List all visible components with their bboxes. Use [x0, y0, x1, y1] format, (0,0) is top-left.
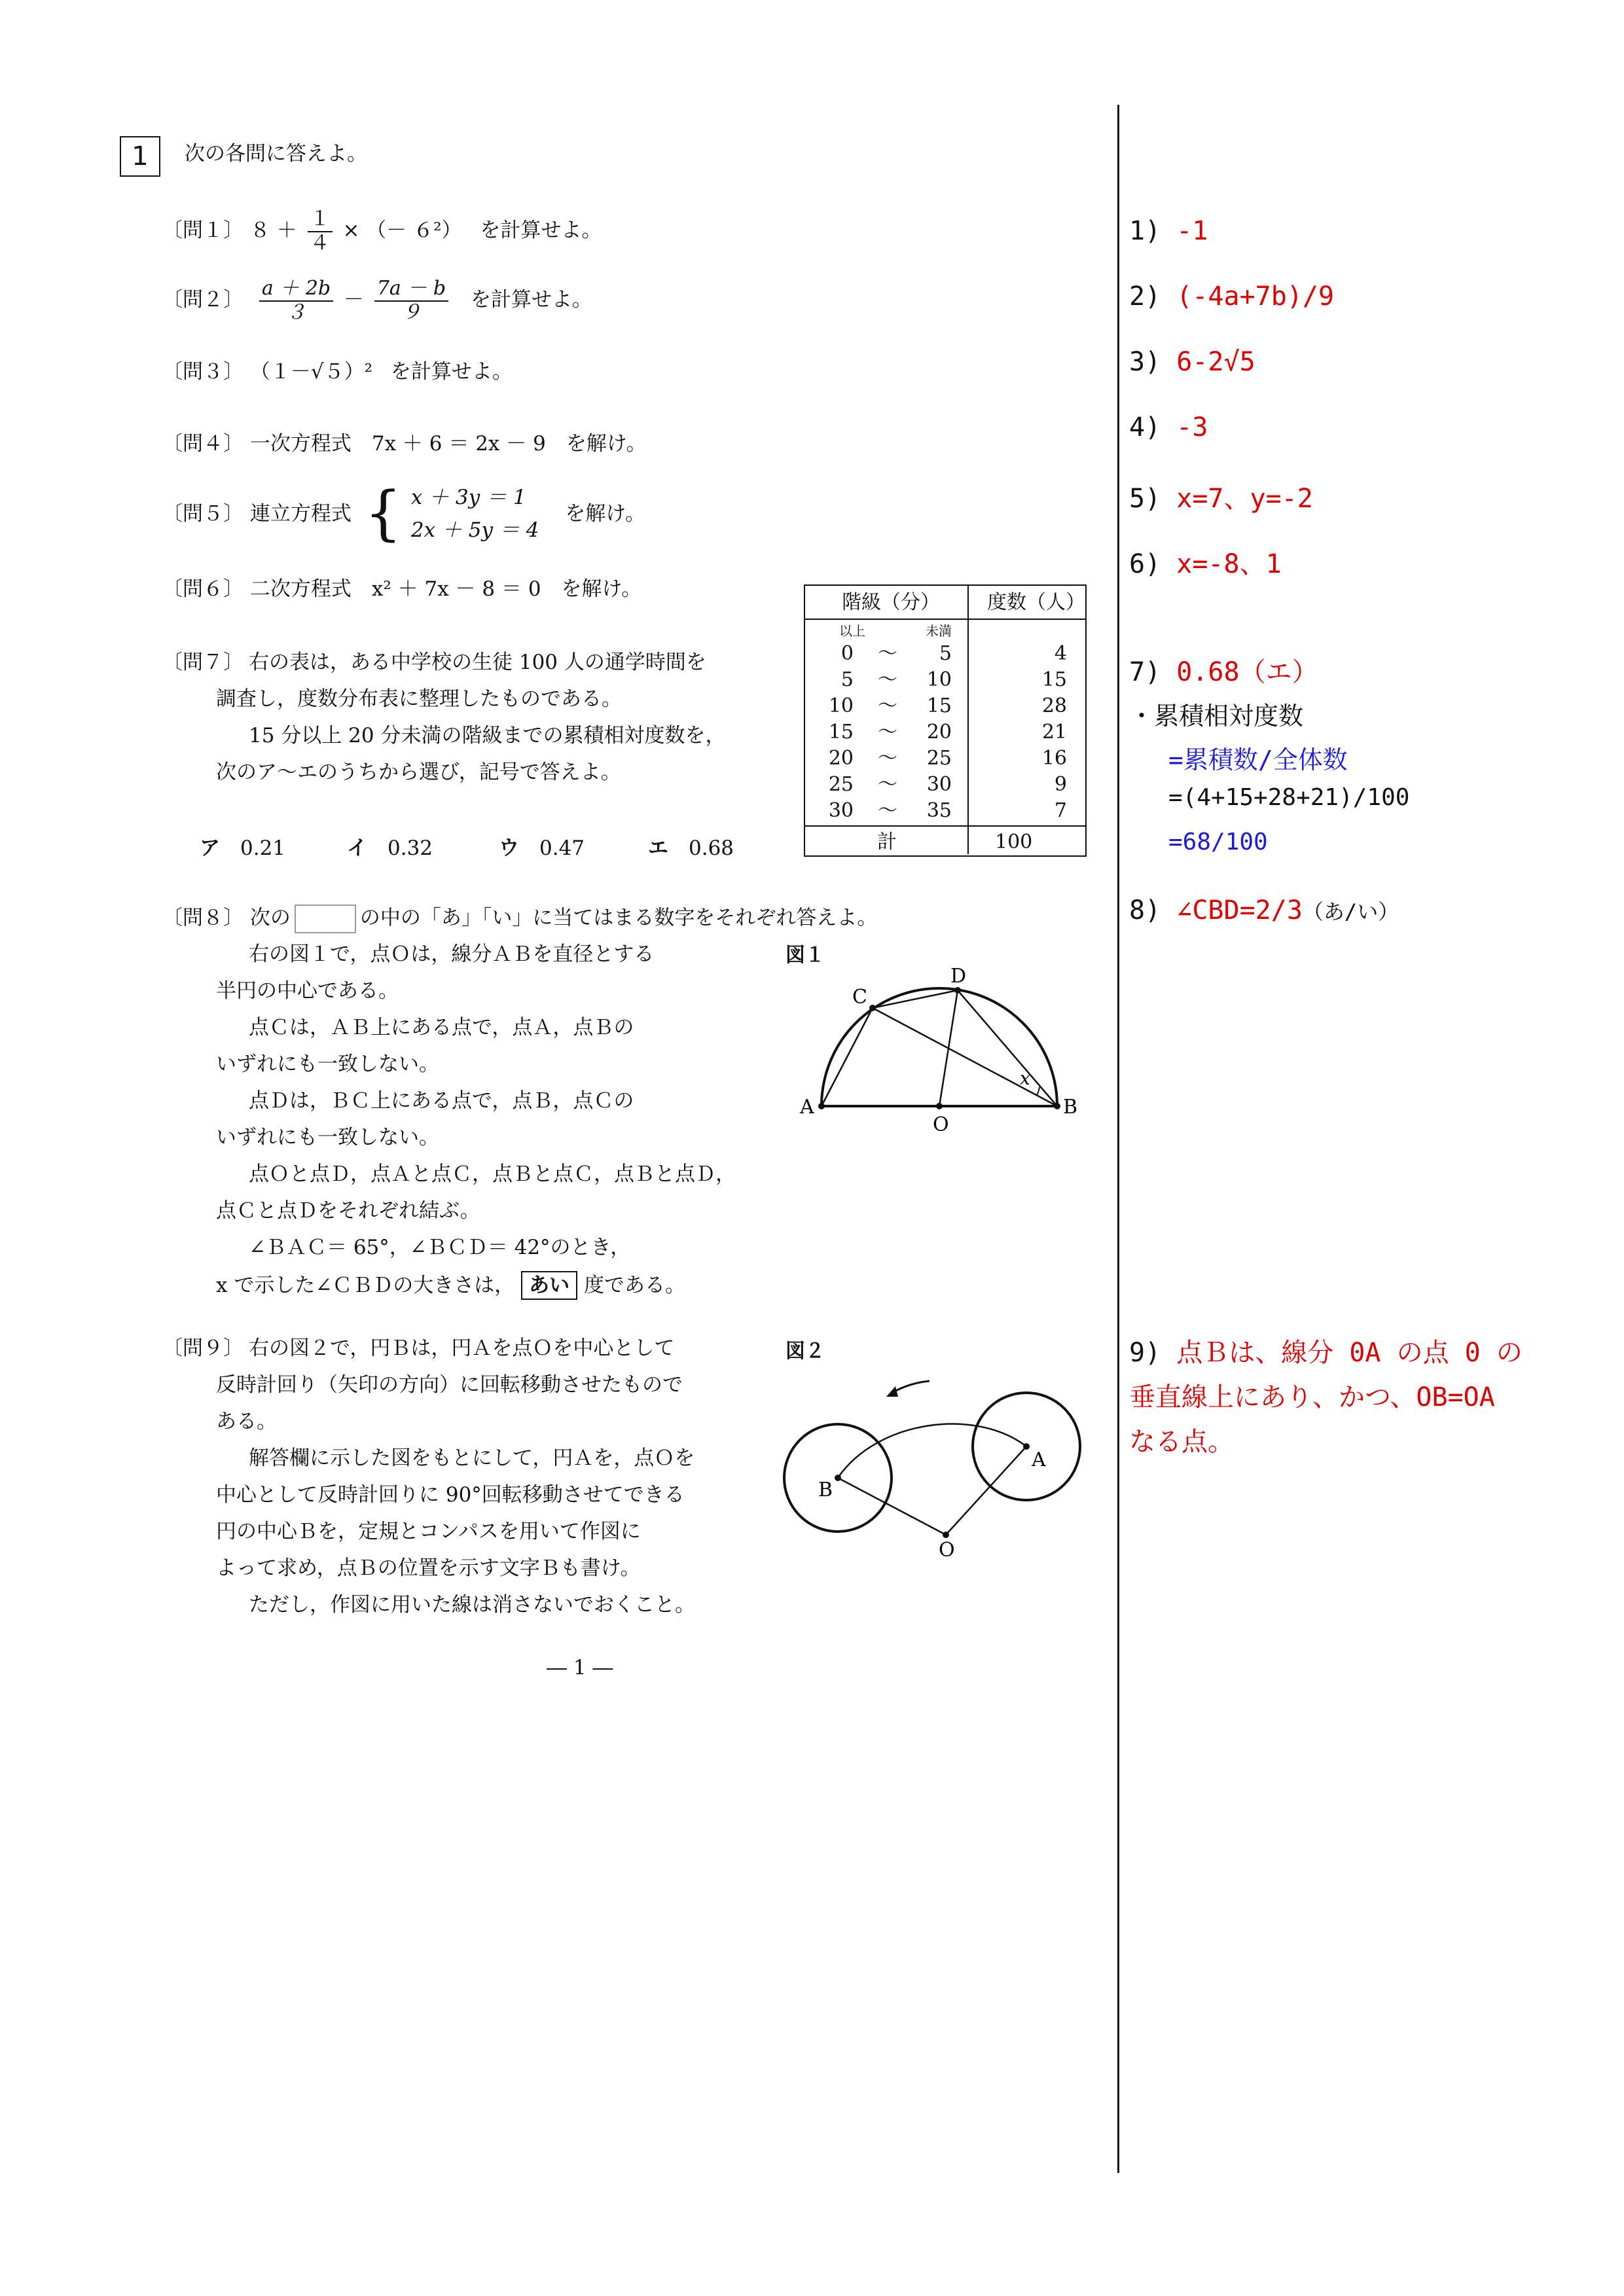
table-cell-from: 30: [828, 799, 854, 822]
table-row: [805, 772, 1085, 798]
table-cell-frequency: 9: [1054, 773, 1067, 796]
answer-8-suffix: （あ/い）: [1302, 899, 1399, 924]
question-4: [162, 431, 647, 457]
q2-numerator-2: 7a － b: [374, 278, 448, 302]
question-number-box: 1: [120, 136, 160, 177]
table-cell-frequency: 28: [1041, 694, 1067, 717]
answer-9-line-1: 点Ｂは、線分 0A の点 0 の: [1176, 1338, 1523, 1368]
q9-line-4: 解答欄に示した図をもとにして，円Ａを，点Ｏを: [249, 1446, 695, 1470]
column-divider: [1117, 105, 1119, 2173]
answer-5: [1129, 478, 1313, 515]
q6-label: 〔問６〕: [162, 577, 244, 601]
question-9-label: 〔問９〕: [162, 1336, 244, 1360]
q2-fraction-1: [259, 278, 333, 324]
answer-6-value: x=-8、1: [1176, 549, 1282, 579]
label-x: x: [1020, 1067, 1030, 1089]
table-cell-frequency: 15: [1041, 668, 1067, 691]
q7-option-e: [648, 831, 734, 861]
frequency-table: [804, 584, 1087, 857]
question-5: [162, 481, 645, 547]
answer-9-line-3: なる点。: [1129, 1427, 1234, 1457]
table-cell-tilde: ～: [878, 668, 897, 691]
table-cell-to: 30: [926, 773, 952, 796]
segment-OD: [939, 990, 958, 1106]
segment-OA: [946, 1446, 1026, 1535]
answer-7-formula-1: =累積数/全体数: [1168, 745, 1348, 774]
answer-2-value: (-4a+7b)/9: [1176, 281, 1335, 312]
table-cell-from: 15: [828, 721, 854, 744]
answer-1-number: 1): [1129, 216, 1161, 246]
table-cell-frequency: 7: [1054, 799, 1067, 822]
table-sub-from: 以上: [839, 623, 865, 639]
q7-option-i: [347, 831, 433, 861]
answer-7-number: 7): [1129, 657, 1161, 687]
point-D: [954, 987, 961, 994]
arrow-line: [892, 1381, 929, 1393]
q8-first-b: の中の「あ」「い」に当てはまる数字をそれぞれ答えよ。: [359, 906, 878, 930]
label-B: B: [1063, 1096, 1078, 1119]
q9-line-3: ある。: [216, 1410, 277, 1433]
answer-8-number: 8): [1129, 895, 1161, 925]
table-total-value: 100: [995, 831, 1033, 853]
table-row: [805, 667, 1085, 693]
q7-option-e-value: 0.68: [689, 836, 734, 860]
q9-line-8: ただし，作図に用いた線は消さないでおくこと。: [249, 1593, 695, 1617]
q9-line-1: 右の図２で，円Ｂは，円Ａを点Ｏを中心として: [249, 1336, 675, 1360]
answer-7-formula-2: =(4+15+28+21)/100: [1168, 784, 1410, 811]
table-row: [805, 719, 1085, 745]
q5-pre: 連立方程式: [249, 501, 352, 526]
q1-post: × （－ ６²）: [342, 219, 462, 242]
answer-8-value: ∠CBD=2/3: [1176, 895, 1303, 925]
q9-line-2: 反時計回り（矢印の方向）に回転移動させたもので: [216, 1373, 683, 1397]
table-cell-tilde: ～: [878, 642, 897, 665]
question-3: [162, 359, 513, 385]
q3-tail: を計算せよ。: [390, 360, 513, 384]
point-O: [936, 1103, 943, 1109]
answer-4-value: -3: [1176, 412, 1208, 442]
label-A-fig2: A: [1032, 1448, 1046, 1471]
table-cell-from: 25: [828, 773, 854, 796]
arrow-head-icon: [886, 1386, 898, 1397]
q8-last-post: 度である。: [584, 1274, 686, 1297]
answer-4-number: 4): [1129, 412, 1161, 442]
table-cell-tilde: ～: [878, 773, 897, 796]
point-B: [1054, 1103, 1060, 1109]
q7-option-a-value: 0.21: [240, 836, 286, 860]
angle-x-arc: [1037, 1087, 1039, 1095]
table-row: [805, 745, 1085, 772]
table-cell-tilde: ～: [878, 799, 897, 822]
q7-option-e-key: エ: [648, 836, 668, 860]
figure-2-caption: 図２: [785, 1340, 825, 1363]
table-cell-frequency: 16: [1041, 747, 1067, 770]
label-C: C: [852, 986, 867, 1009]
q5-equation-2: 2x ＋ 5y ＝ 4: [410, 518, 539, 542]
figure-1-semicircle: [792, 959, 1100, 1142]
table-cell-from: 5: [840, 668, 854, 691]
table-sub-to: 未満: [926, 623, 952, 639]
q4-text: 一次方程式 7x ＋ 6 ＝ 2x － 9 を解け。: [249, 432, 647, 456]
q1-fraction: [308, 208, 333, 255]
table-cell-to: 5: [939, 642, 952, 665]
q3-expr: （１－√５）²: [249, 360, 373, 384]
table-total-label: 計: [877, 831, 897, 853]
point-B-fig2: [835, 1475, 841, 1481]
instruction-text: 次の各問に答えよ。: [185, 142, 367, 166]
q7-option-u: [499, 831, 585, 861]
q4-label: 〔問４〕: [162, 432, 244, 456]
q1-pre: ８ ＋: [249, 219, 297, 242]
table-cell-to: 35: [926, 799, 952, 822]
q7-option-a: [200, 831, 285, 861]
q2-fraction-2: [374, 278, 448, 324]
q7-line-3: 15 分以上 20 分未満の階級までの累積相対度数を，: [249, 724, 726, 747]
q8-line-5: 点Ｄは，ＢＣ上にある点で，点Ｂ，点Ｃの: [249, 1089, 634, 1113]
figure-1-caption: 図１: [785, 944, 825, 967]
table-header-divider: [805, 619, 1085, 620]
page-number: ― 1 ―: [547, 1656, 613, 1679]
label-O-fig2: O: [939, 1539, 955, 1558]
q2-denominator-1: ３: [286, 300, 306, 324]
point-A: [818, 1103, 825, 1109]
q5-label: 〔問５〕: [162, 501, 244, 526]
segment-AC: [821, 1008, 873, 1106]
table-cell-to: 10: [926, 668, 952, 691]
q7-option-u-value: 0.47: [539, 836, 585, 860]
q8-line-2: 半円の中心である。: [216, 979, 399, 1003]
label-A: A: [800, 1096, 814, 1119]
q3-label: 〔問３〕: [162, 360, 244, 384]
q8-line-10: [216, 1271, 685, 1300]
q1-numerator: １: [308, 208, 333, 232]
table-cell-from: 20: [828, 747, 854, 770]
q8-blank-box: [295, 905, 356, 933]
table-cell-tilde: ～: [878, 721, 897, 744]
question-2: [162, 278, 592, 324]
point-C: [869, 1005, 876, 1011]
answer-9-line-2: 垂直線上にあり、かつ、OB=OA: [1129, 1382, 1495, 1412]
table-cell-tilde: ～: [878, 747, 897, 770]
segment-BC: [873, 1008, 1057, 1106]
q5-system: [411, 481, 539, 547]
answer-7: [1129, 651, 1318, 689]
q5-brace: {: [364, 479, 402, 548]
q7-option-i-value: 0.32: [388, 836, 433, 860]
q8-line-7: 点Ｏと点Ｄ，点Ａと点Ｃ，点Ｂと点Ｃ，点Ｂと点Ｄ，: [249, 1162, 736, 1186]
q9-line-7: よって求め，点Ｂの位置を示す文字Ｂも書け。: [216, 1556, 641, 1580]
answer-8: [1129, 895, 1399, 925]
q6-text: 二次方程式 x² ＋ 7x － 8 ＝ 0 を解け。: [249, 577, 642, 601]
q7-option-i-key: イ: [347, 836, 367, 860]
table-cell-to: 20: [926, 721, 952, 744]
q7-option-u-key: ウ: [499, 836, 519, 860]
q2-tail: を計算せよ。: [470, 288, 592, 312]
q7-line-4: 次のア～エのうちから選び，記号で答えよ。: [216, 761, 621, 784]
question-8: [162, 905, 877, 933]
answer-5-number: 5): [1129, 484, 1161, 514]
table-row: [805, 798, 1085, 824]
q1-denominator: ４: [310, 231, 330, 255]
q9-line-6: 円の中心Ｂを，定規とコンパスを用いて作図に: [216, 1520, 641, 1543]
label-D: D: [950, 965, 967, 988]
table-total-divider: [805, 825, 1085, 827]
segment-CD: [873, 990, 958, 1008]
q5-equation-1: x ＋ 3y ＝ 1: [410, 486, 526, 509]
answer-2: [1129, 281, 1334, 312]
q8-last-pre: x で示した∠ＣＢＤの大きさは，: [216, 1274, 515, 1297]
q8-label: 〔問８〕: [162, 906, 244, 930]
table-cell-frequency: 4: [1054, 642, 1067, 665]
q2-label: 〔問２〕: [162, 288, 244, 312]
answer-9-number: 9): [1129, 1338, 1161, 1368]
q2-numerator-1: a ＋ 2b: [259, 278, 333, 302]
answer-7-note: ・累積相対度数: [1129, 702, 1304, 730]
q7-line-1: 右の表は，ある中学校の生徒 100 人の通学時間を: [249, 651, 706, 674]
table-header-frequency: 度数（人）: [987, 591, 1085, 614]
point-A-fig2: [1023, 1443, 1030, 1450]
table-header-class: 階級（分）: [842, 591, 940, 614]
q2-minus: －: [343, 288, 364, 312]
answer-7-formula-3: =68/100: [1168, 829, 1268, 855]
answer-5-value: x=7、y=-2: [1176, 484, 1313, 514]
answer-1: [1129, 216, 1208, 246]
answer-6-number: 6): [1129, 549, 1161, 579]
q1-tail: を計算せよ。: [480, 219, 602, 242]
table-row: [805, 641, 1085, 667]
table-cell-from: 10: [828, 694, 854, 717]
q8-line-9: ∠ＢＡＣ＝ 65°，∠ＢＣＤ＝ 42°のとき，: [249, 1236, 631, 1259]
table-cell-to: 25: [926, 747, 952, 770]
table-cell-to: 15: [926, 694, 952, 717]
q9-line-5: 中心として反時計回りに 90°回転移動させてできる: [216, 1483, 685, 1507]
answer-3: [1129, 347, 1255, 377]
q5-tail: を解け。: [565, 501, 646, 526]
answer-7-value: 0.68（エ）: [1176, 657, 1318, 687]
table-cell-tilde: ～: [878, 694, 897, 717]
table-cell-frequency: 21: [1041, 721, 1067, 744]
answer-1-value: -1: [1176, 216, 1208, 246]
q8-answer-box: あい: [521, 1271, 577, 1300]
answer-6: [1129, 543, 1282, 581]
q8-first-a: 次の: [249, 906, 291, 930]
answer-9: [1129, 1332, 1523, 1369]
table-cell-from: 0: [840, 642, 854, 665]
figure-2-rotation: [779, 1361, 1100, 1558]
q2-denominator-2: ９: [401, 300, 422, 324]
point-O-fig2: [943, 1532, 949, 1538]
question-1: [162, 208, 602, 255]
q8-line-6: いずれにも一致しない。: [216, 1126, 439, 1149]
q8-line-1: 右の図１で，点Ｏは，線分ＡＢを直径とする: [249, 942, 655, 966]
q8-line-3: 点Ｃは，ＡＢ上にある点で，点Ａ，点Ｂの: [249, 1016, 634, 1039]
q1-label: 〔問１〕: [162, 219, 244, 242]
q7-option-a-key: ア: [200, 836, 220, 860]
answer-2-number: 2): [1129, 281, 1161, 312]
q8-line-4: いずれにも一致しない。: [216, 1052, 439, 1076]
label-B-fig2: B: [818, 1479, 833, 1501]
label-O: O: [933, 1113, 949, 1136]
q8-line-8: 点Ｃと点Ｄをそれぞれ結ぶ。: [216, 1199, 480, 1223]
question-7-label: 〔問７〕: [162, 651, 244, 674]
question-6: [162, 576, 641, 602]
answer-4: [1129, 412, 1208, 442]
table-row: [805, 693, 1085, 719]
q7-line-2: 調査し，度数分布表に整理したものである。: [216, 687, 622, 711]
answer-3-number: 3): [1129, 347, 1161, 377]
answer-3-value: 6-2√5: [1176, 347, 1255, 377]
